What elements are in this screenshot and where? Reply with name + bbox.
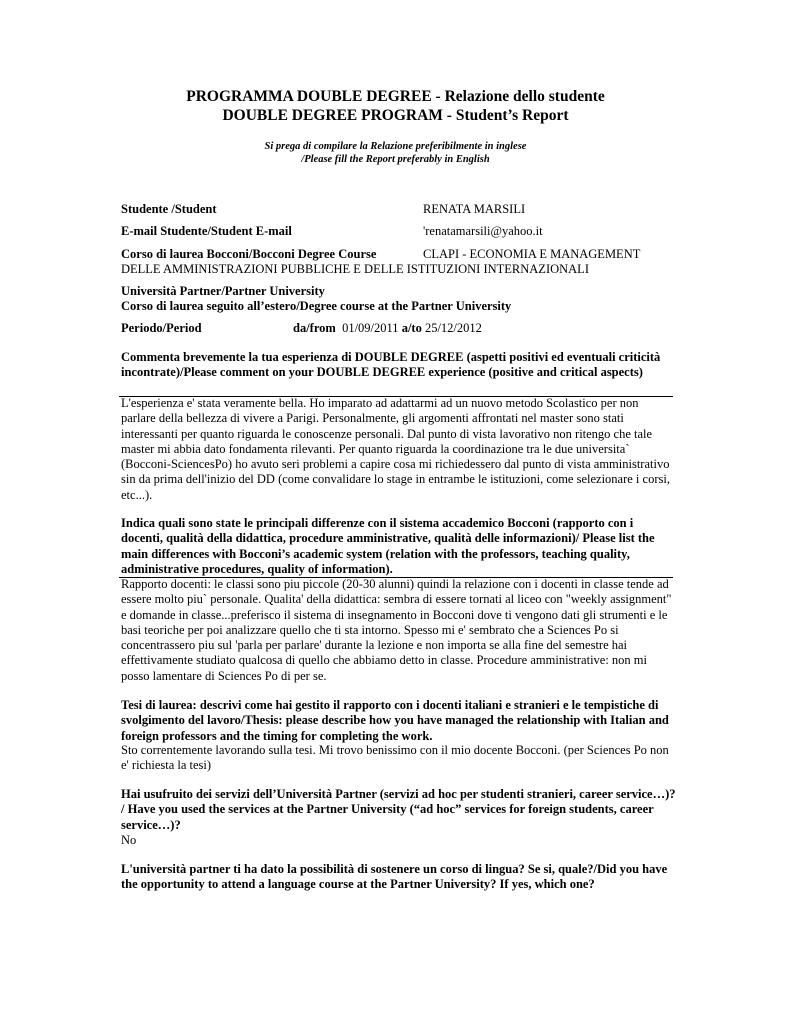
title-english: DOUBLE DEGREE PROGRAM - Student’s Report — [222, 107, 569, 124]
email-value: 'renatamarsili@yahoo.it — [423, 224, 543, 238]
from-label: da/from — [293, 321, 336, 335]
question-thesis: Tesi di laurea: descrivi come hai gestito il rapporto con i docenti italiani e stranieri e le tempistiche di svolgimento del lavoro/Thesis: please describe how you have managed the relationship with Italian and foreign professors and the timing for completing the work. — [121, 698, 669, 743]
title-italian: PROGRAMMA DOUBLE DEGREE - Relazione dello studente — [186, 88, 605, 105]
answer-services: No — [121, 833, 137, 847]
period-label: Periodo/Period — [121, 321, 202, 335]
question-differences: Indica quali sono state le principali differenze con il sistema accademico Bocconi (rapporto con i docenti, qualità della didattica, procedure amministrative, qualità delle informazioni)/ Please list the main differences with Bocconi’s academic system (relation with the professors, teaching quality, administrative procedures, quality of information). — [121, 516, 655, 576]
course-value: CLAPI - ECONOMIA E MANAGEMENT — [423, 247, 641, 261]
from-date: 01/09/2011 — [342, 321, 399, 335]
question-services: Hai usufruito dei servizi dell’Università Partner (servizi ad hoc per studenti stranieri, career service…)? / Have you used the services at the Partner University (“ad hoc” services for foreign students, career service…)? — [121, 787, 676, 832]
course-label: Corso di laurea Bocconi/Bocconi Degree Course — [121, 247, 377, 261]
question-experience: Commenta brevemente la tua esperienza di DOUBLE DEGREE (aspetti positivi ed eventuali criticità incontrate)/Please comment on your DOUBLE DEGREE experience (positive and critical aspects) — [121, 350, 661, 380]
question-language-course: L'università partner ti ha dato la possibilità di sostenere un corso di lingua? Se si, quale?/Did you have the opportunity to attend a language course at the Partner University? If yes, which one? — [121, 862, 668, 892]
answer-thesis: Sto correntemente lavorando sulla tesi. Mi trovo benissimo con il mio docente Bocconi. (per Sciences Po non e' richiesta la tesi) — [121, 743, 669, 773]
to-date: 25/12/2012 — [424, 321, 482, 335]
student-value: RENATA MARSILI — [423, 202, 526, 216]
period-dates — [293, 321, 482, 336]
email-label: E-mail Studente/Student E-mail — [121, 224, 292, 238]
course-value-continued: DELLE AMMINISTRAZIONI PUBBLICHE E DELLE ISTITUZIONI INTERNAZIONALI — [121, 262, 589, 276]
answer-experience: L'esperienza e' stata veramente bella. Ho imparato ad adattarmi ad un nuovo metodo Scolastico per non parlare della bellezza di vivere a Parigi. Personalmente, gli argomenti affrontati nel master sono stati interessanti per quanto riguarda le conoscenze personali. Dal punto di vista lavorativo non ritengo che tale master mi abbia dato fondamenta rilevanti. Per quanto riguarda la coordinazione tra le due universita` (Bocconi-SciencesPo) ho avuto seri problemi a capire cosa mi richiedessero dal punto di vista amministrativo sin da prima dell'inizio del DD (come convalidare lo stage in entrambe le istituzioni, come selezionare i corsi, etc...). — [121, 396, 670, 502]
abroad-course-label: Corso di laurea seguito all’estero/Degree course at the Partner University — [121, 299, 512, 313]
partner-university-label: Università Partner/Partner University — [121, 284, 325, 298]
answer-differences: Rapporto docenti: le classi sono piu piccole (20-30 alunni) quindi la relazione con i docenti in classe tende ad essere molto piu` personale. Qualita' della didattica: sembra di essere tornati al liceo con "weekly assignment" e domande in classe...preferisco il sistema di insegnamento in Bocconi dove ti vengono dati gli strumenti e le basi teoriche per poi analizzare quello che ti sta intorno. Spesso mi e' sembrato che a Sciences Po si concentrassero piu sul 'parla per parlare' durante la lezione e non importa se alla fine del semestre hai effettivamente studiato qualcosa di quello che abbiamo detto in classe. Procedure amministrative: non mi posso lamentare di Sciences Po di per se. — [121, 577, 672, 683]
instruction-english: /Please fill the Report preferably in English — [301, 154, 490, 165]
to-label: a/to — [401, 321, 422, 335]
instruction-italian: Si prega di compilare la Relazione preferibilmente in inglese — [264, 141, 527, 152]
student-label: Studente /Student — [121, 202, 217, 216]
